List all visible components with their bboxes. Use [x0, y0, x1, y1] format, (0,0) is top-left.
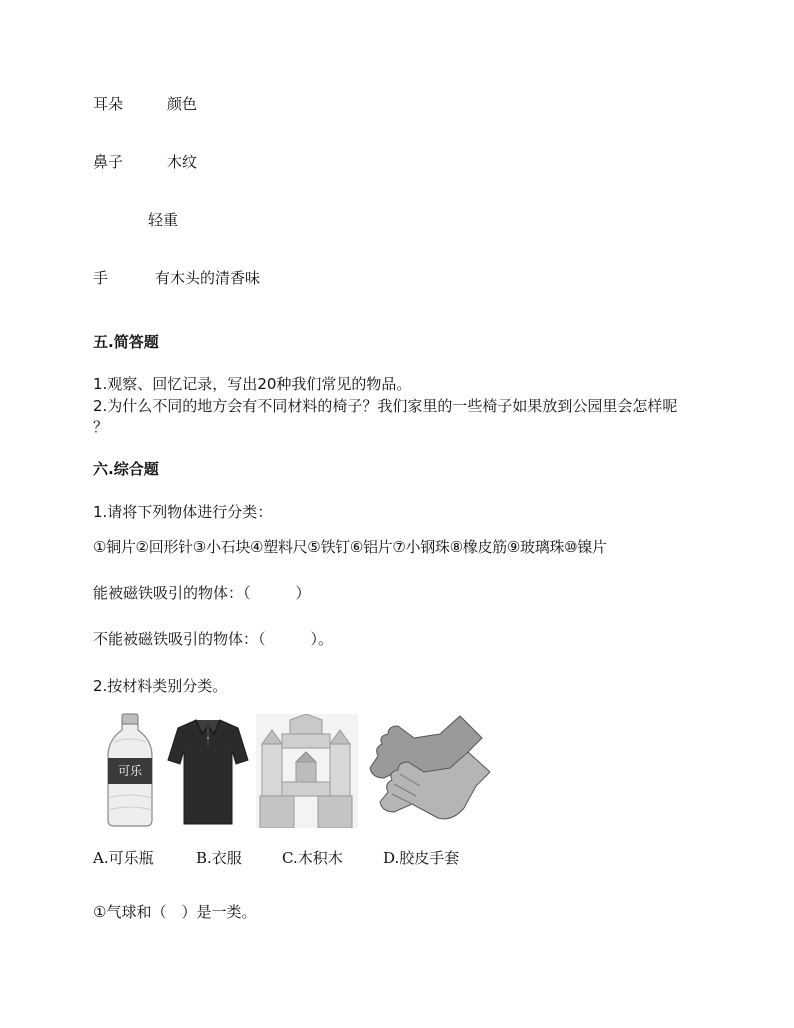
match-left-ear: 耳朵 — [93, 95, 124, 113]
section5-title: 五.简答题 — [93, 333, 159, 351]
cola-label-text: 可乐 — [117, 764, 142, 778]
section5-q2-line1: 2.为什么不同的地方会有不同材料的椅子？我们家里的一些椅子如果放到公园里会怎样呢 — [93, 397, 678, 415]
shirt-image — [166, 716, 250, 828]
nonmagnetic-line: 不能被磁铁吸引的物体：（ ）。 — [93, 630, 334, 648]
section6-items: ①铜片②回形针③小石块④塑料尺⑤铁钉⑥铝片⑦小钢珠⑧橡皮筋⑨玻璃珠⑩镍片 — [93, 538, 607, 556]
sub-question-1: ①气球和（ ）是一类。 — [93, 903, 257, 921]
caption-d: D.胶皮手套 — [383, 849, 460, 867]
match-left-hand: 手 — [93, 269, 109, 287]
caption-a: A.可乐瓶 — [93, 849, 154, 867]
rubber-gloves-image — [364, 712, 494, 830]
section6-q2: 2.按材料类别分类。 — [93, 677, 228, 695]
match-right-color: 颜色 — [167, 95, 198, 113]
section5-q2-line2: ？ — [93, 418, 109, 436]
match-right-weight: 轻重 — [148, 211, 179, 229]
caption-b: B.衣服 — [196, 849, 242, 867]
section5-q1: 1.观察、回忆记录，写出20种我们常见的物品。 — [93, 375, 412, 393]
cola-bottle-image — [100, 712, 160, 830]
match-right-woodgrain: 木纹 — [167, 153, 198, 171]
caption-c: C.木积木 — [282, 849, 343, 867]
magnetic-line: 能被磁铁吸引的物体：（ ） — [93, 584, 311, 602]
section6-q1: 1.请将下列物体进行分类： — [93, 503, 273, 521]
match-left-nose: 鼻子 — [93, 153, 124, 171]
match-right-smell: 有木头的清香味 — [155, 269, 261, 287]
wooden-blocks-image — [256, 714, 358, 828]
section6-title: 六.综合题 — [93, 460, 159, 478]
